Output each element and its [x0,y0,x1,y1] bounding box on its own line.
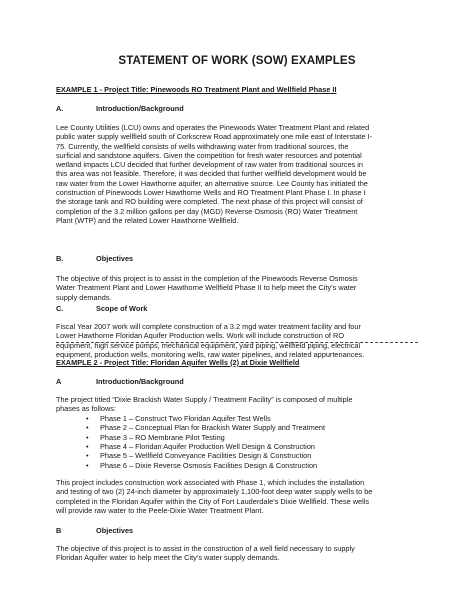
bullet-icon: • [86,414,89,423]
paragraph-line: The objective of this project is to assist in the completion of the Pinewoods Reverse Osmosis [56,274,358,283]
example1-objectives-paragraph [56,274,358,302]
paragraph-line: and testing of two (2) 24-inch diameter by approximately 1,100-foot deep water supply wells to be [56,487,373,497]
paragraph-line: Floridan Aquifer water to help meet the City’s water supply demands. [56,553,280,563]
example2-section-a-letter: A [56,377,62,386]
example2-intro-paragraph [56,395,352,414]
paragraph-line: wetland impacts LCU decided that further development of raw water from traditional sources in [56,160,363,170]
paragraph-line: The objective of this project is to assist in the construction of a well field necessary to supply [56,544,355,553]
example1-section-c-letter: C. [56,304,64,313]
paragraph-line: will provide raw water to the Peele-Dixie Water Treatment Plant. [56,505,264,515]
paragraph-line: supply demands. [56,292,112,302]
example1-section-a-letter: A. [56,104,64,113]
paragraph-line: Lee County Utilities (LCU) owns and operates the Pinewoods Water Treatment Plant and related [56,123,370,132]
paragraph-line: raw water from the Lower Hawthorne aquifer, an alternative source. Lee County has initiated the [56,178,368,188]
bullet-icon: • [86,423,89,433]
paragraph-line: equipment, production wells, monitoring wells, raw water pipelines, and related appurtenances. [56,349,365,359]
paragraph-line: phases as follows: [56,404,117,414]
paragraph-line: 75. Currently, the wellfield consists of wells withdrawing water from traditional sources, the [56,141,349,151]
phase-list-text: Phase 5 – Wellfield Conveyance Facilities Design & Construction [100,451,312,461]
paragraph-line: equipment, high service pumps, mechanical equipment, yard piping, wellfield piping, electrical [56,340,361,350]
paragraph-line: This project includes construction work associated with Phase 1, which includes the installation [56,478,365,487]
paragraph-line: Water Treatment Plant and Lower Hawthorne Wellfield Phase II to help meet the City’s water [56,283,357,293]
paragraph-line: public water supply wellfield south of Corkscrew Road approximately one mile east of Interstate I- [56,132,372,142]
paragraph-line: completion of the 3.2 million gallons per day (MGD) Reverse Osmosis (RO) Water Treatment [56,206,358,216]
example1-section-c-title: Scope of Work [96,304,148,313]
bullet-icon: • [86,432,89,442]
phase-list-text: Phase 2 – Conceptual Plan for Brackish Water Supply and Treatment [100,423,326,433]
phase-list-text: Phase 6 – Dixie Reverse Osmosis Facilities Design & Construction [100,460,318,470]
example2-section-a-title: Introduction/Background [96,377,184,386]
bullet-icon: • [86,451,89,461]
example2-section-b-title: Objectives [96,526,134,535]
paragraph-line: this area was not feasible. Therefore, it was decided that further wellfield development would be [56,169,367,179]
paragraph-line: The project titled “Dixie Brackish Water Supply / Treatment Facility” is composed of multiple [56,395,353,404]
example1-section-b-title: Objectives [96,254,134,263]
paragraph-line: Lower Hawthorne Floridan Aquifer Production wells. Work will include construction of RO [56,331,345,341]
example1-section-b-letter: B. [56,254,64,263]
page-title: STATEMENT OF WORK (SOW) EXAMPLES [118,54,356,67]
paragraph-line: the storage tank and RO building were completed. The next phase of this project will consist of [56,197,363,207]
example2-heading: EXAMPLE 2 - Project Title: Floridan Aquifer Wells (2) at Dixie Wellfield [56,358,300,367]
phase-list-text: Phase 1 – Construct Two Floridan Aquifer Test Wells [100,414,271,423]
paragraph-line: construction of Pinewoods Lower Hawthorne Wells and RO Treatment Plant Phase I. In phase I [56,188,366,198]
example1-section-a-title: Introduction/Background [96,104,184,113]
paragraph-line: Fiscal Year 2007 work will complete construction of a 3.2 mgd water treatment facility and four [56,322,361,331]
paragraph-line: surficial and sandstone aquifers. Given the competition for fresh water resources and potential [56,150,362,160]
bullet-icon: • [86,460,89,470]
bullet-icon: • [86,441,89,451]
example2-phase1-paragraph [56,478,372,515]
example1-heading: EXAMPLE 1 - Project Title: Pinewoods RO Treatment Plant and Wellfield Phase II [56,85,337,94]
example1-scope-paragraph [56,322,364,359]
example2-section-b-letter: B [56,526,62,535]
paragraph-line: Plant (WTP) and the related Lower Hawthorne Wellfield. [56,215,239,225]
phase-list-text: Phase 4 – Floridan Aquifer Production Well Design & Construction [100,441,315,451]
dashed-separator [56,342,418,343]
phase-list-text: Phase 3 – RO Membrane Pilot Testing [100,432,225,442]
example2-objectives-paragraph [56,544,355,563]
example1-background-paragraph [56,123,372,225]
paragraph-line: completed in the Floridan Aquifer within the City of Fort Lauderdale’s Dixie Wellfield. These wells [56,496,370,506]
